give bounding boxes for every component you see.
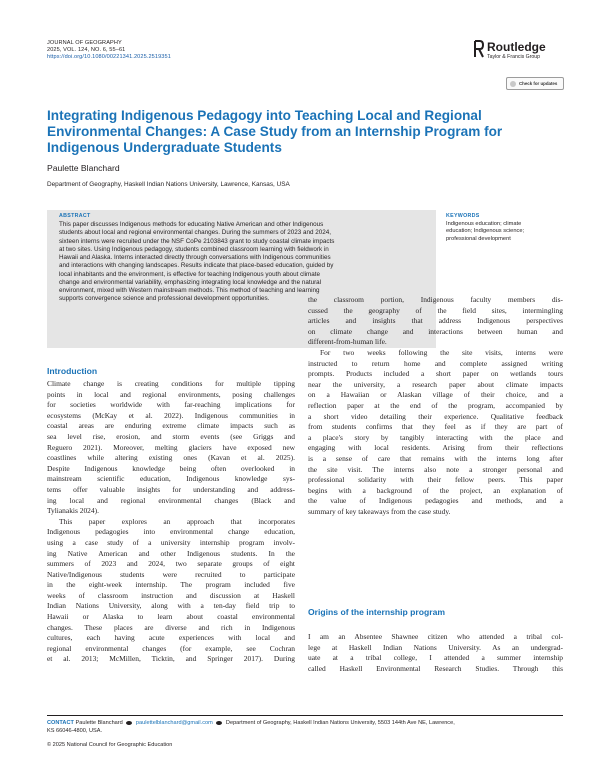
body-line: on a Hawaiian or Alaskan village of their choice, and a [308,390,563,400]
body-line: using a case study of a university internship program involv- [47,537,295,547]
body-line: For two weeks following the site visits, interns were [320,347,563,357]
abstract-line: students about local and regional environmental changes. During the summers of 2023 and 2024, [59,229,331,237]
abstract-line: supports convergence science and professional development opportunities. [59,295,270,303]
body-line: coastal areas are enduring extreme climate impacts such as [47,421,295,431]
abstract-line: environment, mixed with Western mainstream methods. This method of teaching and learning [59,287,320,294]
body-line: begins with a background of the project, an explanation of [308,485,563,495]
check-updates-label: Check for updates [519,81,558,86]
section-heading-introduction: Introduction [47,366,98,376]
body-line: Reguero 2021). Moreover, melting glaciers have exposed new [47,442,295,452]
abstract-label: ABSTRACT [59,213,91,219]
body-line: Tylianakis 2024). [47,506,99,516]
routledge-mark-icon [474,40,484,58]
contact-address: Department of Geography, Haskell Indian Nations University, 5503 144th Ave NE, Lawrence, [225,720,455,726]
left-column [47,379,295,665]
body-line: professional solidarity with their fellow peers. This paper [308,475,563,485]
right-column-continued [308,632,563,674]
body-line: Hawaii or Alaska to learn about coastal environmental [47,612,295,622]
update-badge-icon [510,81,516,87]
email-icon [126,721,132,725]
body-line: a place's story by tangibly interacting with the place and [308,432,563,442]
body-line: called Haskell Environmental Research Studies. Through this [308,663,563,673]
publisher-sub: Taylor & Francis Group [487,54,541,60]
body-line: the site visit. The interns also note a stronger personal and [308,464,563,474]
body-line: instructed to return home and complete assigned writing [308,358,563,368]
body-line: weeks of classroom instruction and discussion at Haskell [47,590,295,600]
body-line: Despite Indigenous knowledge being often overlooked in [47,463,295,473]
body-line: for societies worldwide with far-reaching implications for [47,400,295,410]
check-updates-button[interactable] [506,77,564,90]
abstract-line: Hawaii and Alaska. Interns interacted directly through conversations with Indigenous communities [59,254,331,261]
body-line: uate at a tribal college, I attended a summer internship [308,653,563,663]
contact-info [47,719,567,736]
title-line: Environmental Changes: A Case Study from an Internship Program for [47,124,503,139]
body-line: cultures, each having acute experiences with local and [47,633,295,643]
body-line: sea level rise, erosion, and storm events (see Griggs and [47,431,295,441]
body-line: near the university, a research paper about climate impacts [308,379,563,389]
body-line: Climate change is creating conditions for multiple tipping [47,379,295,388]
publisher-logo [474,40,564,70]
doi-link[interactable]: https://doi.org/10.1080/00221341.2025.2519351 [47,53,171,60]
body-line: Indigenous pedagogies into environmental change education, [47,527,295,537]
journal-volume: 2025, VOL. 124, NO. 6, 55–61 [47,46,126,53]
footer-rule [47,715,563,716]
abstract-line: sixteen interns were recruited under the NSF CoPe 2103843 grant to study coastal climate impacts [59,237,335,245]
body-line: points in local and regional environments, posing challenges [47,389,295,399]
copyright: © 2025 National Council for Geographic Education [47,742,173,748]
abstract-line: at two sites. Using Indigenous pedagogy, students combined classroom learning with fieldwork in [59,245,329,253]
contact-label: CONTACT [47,720,74,726]
body-line: different-from-human life. [308,337,387,347]
body-line: the value of Indigenous pedagogies and methods, and a [308,496,563,506]
body-line: Indian Nations University, along with a ten-day field trip to [47,601,295,611]
author-name: Paulette Blanchard [47,163,120,173]
article-title [47,108,567,156]
body-line: from students confirms that they feel as if they are part of [308,422,563,432]
body-line: summers of 2023 and 2024, two separate groups of eight [47,559,295,569]
journal-header [47,40,171,60]
body-line: prompts. Products included a short paper on wetlands tours [308,369,563,379]
body-line: I am an Absentee Shawnee citizen who attended a tribal col- [308,632,563,641]
keyword-line: education; Indigenous science; [446,228,525,235]
body-line: in the eight-week internship. The program included five [47,580,295,590]
body-line: This paper explores an approach that incorporates [59,516,295,526]
body-line: articles and insights that address Indigenous perspectives [308,316,563,326]
body-line: is a sense of care that remains with the interns long after [308,453,563,463]
body-line: regional environmental changes (for example, see Cochran [47,643,295,653]
address-icon [216,721,222,725]
keyword-line: professional development [446,235,511,242]
keywords-list [446,221,524,243]
body-line: cussed the geography of the field sites, intermingling [308,305,563,315]
publisher-name: Routledge [487,40,546,54]
abstract-line: change and environmental variability, emphasizing integrating local knowledge and the natural [59,278,322,286]
right-column [308,295,563,517]
contact-email[interactable]: paulettelblanchard@gmail.com [135,720,213,726]
abstract-line: local inhabitants and the environment, is effective for teaching Indigenous youth about climate [59,270,321,278]
journal-name: JOURNAL OF GEOGRAPHY [47,40,122,46]
body-line: the classroom portion, Indigenous faculty members dis- [308,295,563,304]
body-line: tems offer valuable insights for understanding and address- [47,484,295,494]
body-line: lege at Haskell Indian Nations University. As an undergrad- [308,642,563,652]
body-line: coastlines while altering existing ones (Kavan et al. 2025). [47,453,295,463]
abstract-line: and interactions with changing landscapes. Results indicate that place-based education, guided by [59,262,334,270]
keyword-line: Indigenous education; climate [446,221,522,227]
body-line: et al. 2013; McMillen, Ticktin, and Springer 2017). During [47,654,295,664]
keywords-label: KEYWORDS [446,213,480,219]
abstract-line: This paper discusses Indigenous methods for educating Native American and other Indigenous [59,221,324,228]
body-line: ecosystems (McKay et al. 2022). Indigenous communities in [47,410,295,420]
author-affiliation: Department of Geography, Haskell Indian Nations University, Lawrence, Kansas, USA [47,181,290,188]
body-line: ing local and regional environmental changes (Black and [47,495,295,505]
body-line: Native/Indigenous students were recruited to participate [47,569,295,579]
body-line: reflection paper at the end of the program, accompanied by [308,400,563,410]
body-line: mainstream scientific education, Indigenous knowledge sys- [47,474,295,484]
body-line: a short video detailing their experience. Qualitative feedback [308,411,563,421]
body-line: summary of key takeaways from the case study. [308,506,451,516]
body-line: on climate change and interactions between human and [308,326,563,336]
title-line: Indigenous Undergraduate Students [47,140,282,155]
body-line: changes. These places are diverse and rich in Indigenous [47,622,295,632]
body-line: ing Native American and other Indigenous students. In the [47,548,295,558]
contact-address-cont: KS 66046-4800, USA. [47,728,103,735]
contact-name: Paulette Blanchard [75,720,123,726]
abstract-text [59,221,430,304]
title-line: Integrating Indigenous Pedagogy into Teaching Local and Regional [47,108,482,123]
body-line: engaging with local residents. Arising from their reflections [308,443,563,453]
section-heading-origins: Origins of the internship program [308,607,446,617]
